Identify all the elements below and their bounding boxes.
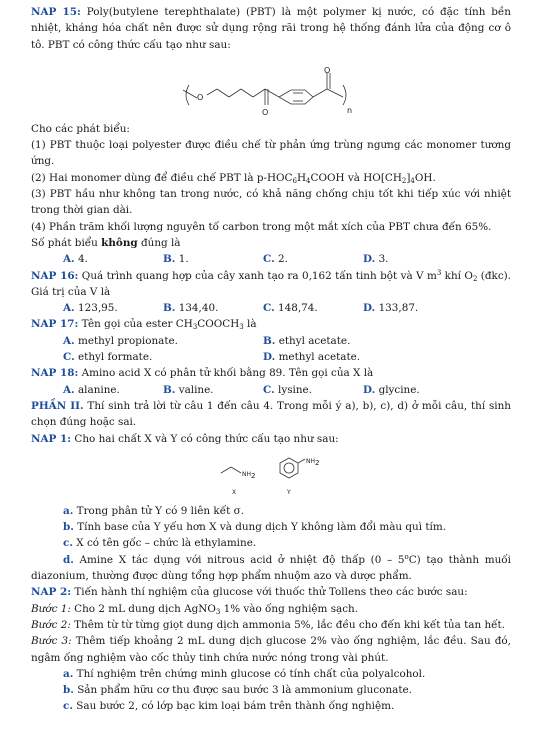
- nap2-step-2: Bước 2: Thêm từ từ từng giọt dung dịch ammonia 5%, lắc đều cho đến khi kết tủa tan hết.: [31, 618, 506, 631]
- q18-option-d[interactable]: D. glycine.: [363, 383, 420, 396]
- q15-statement-3: (3) PBT hầu như không tan trong nước, có khả năng chống chịu tốt khi tiếp xúc với nhiệt trong thời gian dài.: [31, 188, 511, 217]
- q16-stem: NAP 16: Quá trình quang hợp của cây xanh tạo ra 0,162 tấn tinh bột và V $m^3$ khí $O_2$ (đkc). Giá trị của V là: [31, 268, 511, 298]
- pbt-structure: [31, 57, 511, 119]
- q15-option-c[interactable]: C. 2.: [263, 253, 288, 266]
- q17-option-b[interactable]: B. ethyl acetate.: [263, 334, 351, 347]
- q18-stem: NAP 18: Amino acid X có phân tử khối bằng 89. Tên gọi của X là: [31, 367, 374, 380]
- q15-question: Số phát biểu không đúng là: [31, 236, 181, 249]
- part2-instructions: PHẦN II. Thí sinh trả lời từ câu 1 đến câu 4. Trong mỗi ý a), b), c), d) ở mỗi câu, thí sinh chọn đúng hoặc sai.: [31, 399, 511, 429]
- nap2-c: c. Sau bước 2, có lớp bạc kim loại bám trên thành ống nghiệm.: [63, 700, 395, 713]
- q17-option-a[interactable]: A. methyl propionate.: [63, 334, 178, 347]
- q15-statement-4: (4) Phần trăm khối lượng nguyên tố carbon trong một mắt xích của PBT chưa đến 65%.: [31, 220, 492, 233]
- q15-stem: [31, 4, 511, 53]
- q15-intro: Poly(butylene terephthalate) (PBT) là một polymer kị nước, có đặc tính bền nhiệt, kháng hóa chất nên được sử dụng rộng rãi trong hệ thống đánh lửa của động cơ ô tô. PBT có công thức cấu tạo như sau:: [31, 6, 511, 51]
- nap1-molecules: [31, 449, 511, 501]
- q15-statement-2: (2) Hai monomer dùng để điều chế PBT là $p-HOC_6H_4COOH$ và $HO[CH_2]_4OH$.: [31, 171, 436, 185]
- q17-option-d[interactable]: D. methyl acetate.: [263, 351, 361, 364]
- mol-y-group: $NH_2$: [306, 457, 320, 467]
- q15-label: NAP 15:: [31, 6, 81, 18]
- nap1-b: b. Tính base của Y yếu hơn X và dung dịch Y không làm đổi màu quì tím.: [63, 521, 447, 534]
- nap1-a: a. Trong phân tử Y có 9 liên kết σ.: [63, 504, 244, 517]
- q16-options: [31, 300, 511, 316]
- q15-options: [31, 251, 511, 267]
- q17-stem: NAP 17: Tên gọi của ester $CH_3COOCH_3$ là: [31, 318, 257, 332]
- q16-option-b[interactable]: B. 134,40.: [163, 302, 219, 315]
- mol-x-name: X: [232, 488, 237, 496]
- nap1-stem: NAP 1: Cho hai chất X và Y có công thức cấu tạo như sau:: [31, 432, 339, 445]
- q18-option-a[interactable]: A. alanine.: [63, 383, 120, 396]
- q16-option-c[interactable]: C. 148,74.: [263, 302, 318, 315]
- q15-option-a[interactable]: A. 4.: [63, 253, 88, 266]
- q16-option-a[interactable]: A. 123,95.: [63, 302, 118, 315]
- nap2-stem: NAP 2: Tiến hành thí nghiệm của glucose với thuốc thử Tollens theo các bước sau:: [31, 586, 468, 599]
- nap1-c: c. X có tên gốc – chức là ethylamine.: [63, 537, 257, 550]
- pbt-n-label: n: [347, 105, 353, 115]
- nap2-step-1: Bước 1: Cho 2 mL dung dịch AgNO$_3$ 1% vào ống nghiệm sạch.: [31, 602, 359, 616]
- pbt-o2-label: O: [262, 107, 269, 117]
- q15-statements-header: Cho các phát biểu:: [31, 122, 130, 135]
- mol-x-group: $NH_2$: [242, 470, 256, 480]
- q17-option-c[interactable]: C. ethyl formate.: [63, 351, 153, 364]
- q17-options-row2: [31, 349, 511, 365]
- q17-options-row1: [31, 333, 511, 349]
- q15-statement-1: (1) PBT thuộc loại polyester được điều chế từ phản ứng trùng ngưng các monomer tương ứng.: [31, 139, 511, 168]
- nap2-b: b. Sản phẩm hữu cơ thu được sau bước 3 là ammonium gluconate.: [63, 684, 412, 697]
- molecules-diagram: [31, 449, 511, 501]
- q16-option-d[interactable]: D. 133,87.: [363, 302, 419, 315]
- document-page: [31, 4, 511, 715]
- q18-options: [31, 382, 511, 398]
- pbt-structure-diagram: [31, 57, 511, 119]
- nap1-d: d. Amine X tác dụng với nitrous acid ở nhiệt độ thấp (0 – 5$^o$C) tạo thành muối diazonium, thường được dùng tổng hợp phẩm nhuộm azo và dược phẩm.: [31, 552, 511, 583]
- q15-option-b[interactable]: B. 1.: [163, 253, 189, 266]
- pbt-o1-label: O: [197, 92, 204, 102]
- pbt-o3-label: O: [324, 65, 331, 75]
- q15-option-d[interactable]: D. 3.: [363, 253, 389, 266]
- nap2-a: a. Thí nghiệm trên chứng minh glucose có tính chất của polyalcohol.: [63, 667, 426, 680]
- q18-option-b[interactable]: B. valine.: [163, 383, 214, 396]
- q18-option-c[interactable]: C. lysine.: [263, 383, 313, 396]
- mol-y-name: Y: [287, 488, 291, 496]
- nap2-step-3: Bước 3: Thêm tiếp khoảng 2 mL dung dịch glucose 2% vào ống nghiệm, lắc đều. Sau đó, ngâm ống nghiệm vào cốc thủy tinh chứa nước nóng trong vài phút.: [31, 635, 511, 664]
